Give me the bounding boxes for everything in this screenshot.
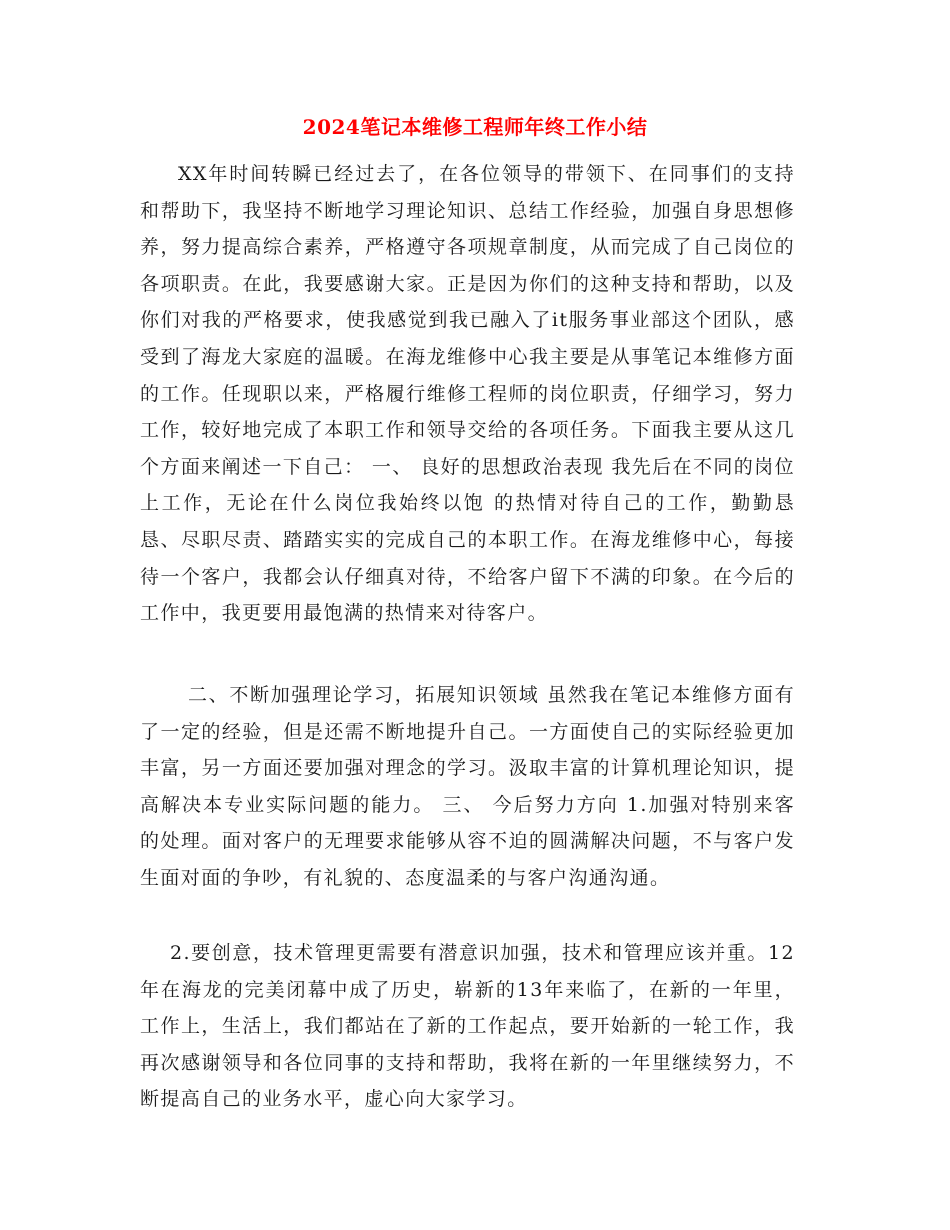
paragraph-conclusion: 2.要创意，技术管理更需要有潜意识加强，技术和管理应该并重。12年在海龙的完美闭幕中成了历史，崭新的13年来临了，在新的一年里，工作上，生活上，我们都站在了新的工作起点，要开始新的一轮工作，我再次感谢领导和各位同事的支持和帮助，我将在新的一年里继续努力，不断提高自己的业务水平，虚心向大家学习。	[140, 942, 795, 1111]
paragraph-intro: XX年时间转瞬已经过去了，在各位领导的带领下、在同事们的支持和帮助下，我坚持不断地学习理论知识、总结工作经验，加强自身思想修养，努力提高综合素养，严格遵守各项规章制度，从而完成了自己岗位的各项职责。在此，我要感谢大家。正是因为你们的这种支持和帮助，以及你们对我的严格要求，使我感觉到我已融入了it服务事业部这个团队，感受到了海龙大家庭的温暖。在海龙维修中心我主要是从事笔记本维修方面的工作。任现职以来，严格履行维修工程师的岗位职责，仔细学习，努力工作，较好地完成了本职工作和领导交给的各项任务。下面我主要从这几个方面来阐述一下自己： 一、 良好的思想政治表现 我先后在不同的岗位上工作，无论在什么岗位我始终以饱 的热情对待自己的工作，勤勤恳恳、尽职尽责、踏踏实实的完成自己的本职工作。在海龙维修中心，每接待一个客户，我都会认仔细真对待，不给客户留下不满的印象。在今后的工作中，我更要用最饱满的热情来对待客户。	[140, 163, 795, 625]
paragraph-theory-study: 二、不断加强理论学习，拓展知识领域 虽然我在笔记本维修方面有了一定的经验，但是还需不断地提升自己。一方面使自己的实际经验更加丰富，另一方面还要加强对理念的学习。汲取丰富的计算机理论知识，提高解决本专业实际问题的能力。 三、 今后努力方向 1.加强对特别来客的处理。面对客户的无理要求能够从容不迫的圆满解决问题，不与客户发生面对面的争吵，有礼貌的、态度温柔的与客户沟通沟通。	[140, 684, 795, 889]
document-title: 2024笔记本维修工程师年终工作小结	[302, 115, 648, 139]
